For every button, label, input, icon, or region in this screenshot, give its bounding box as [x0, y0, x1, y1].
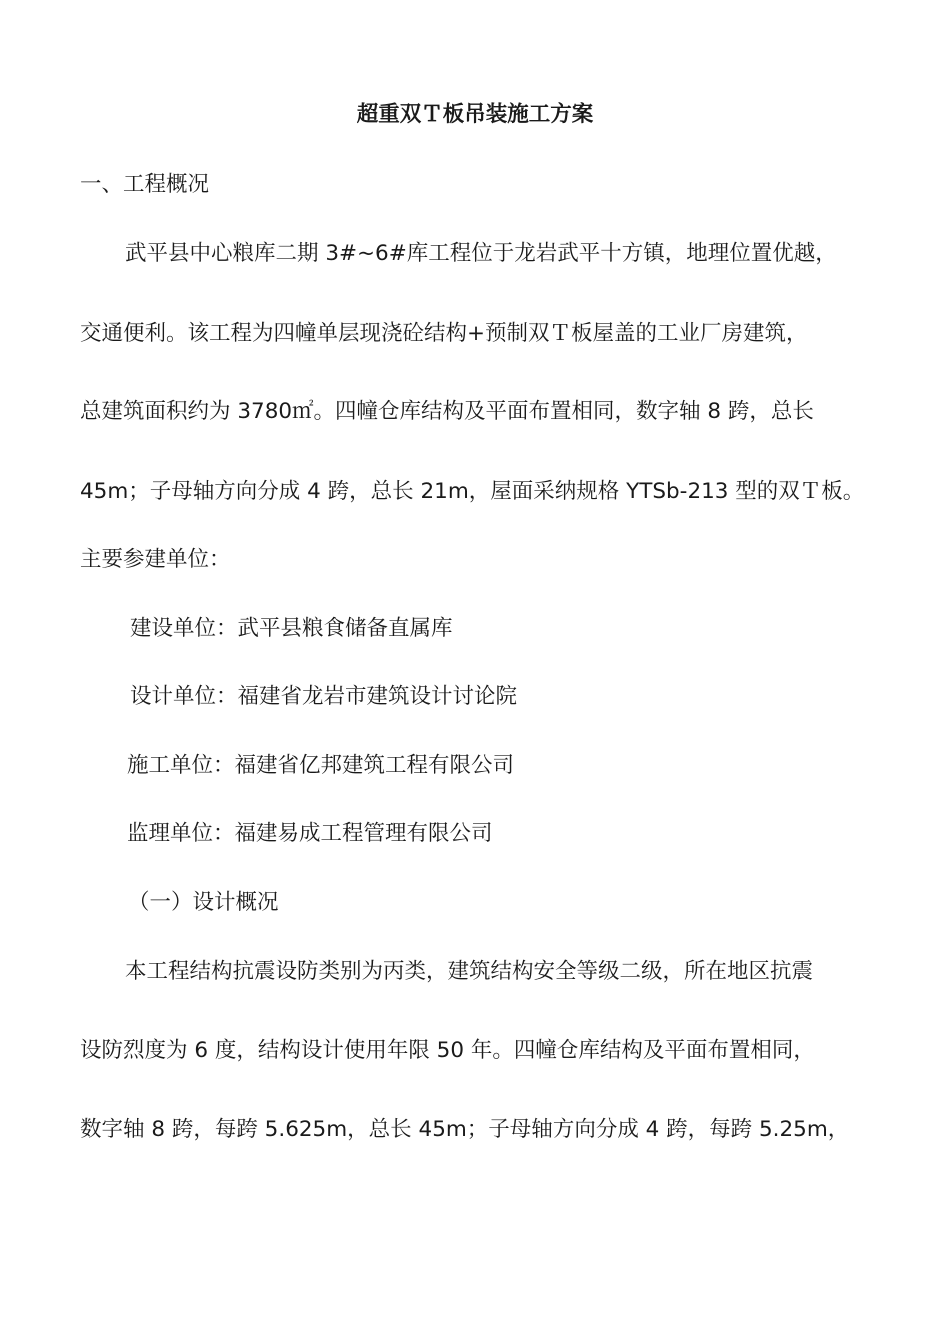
paragraph-line: 45m；子母轴方向分成 4 跨，总长 21m，屋面采纳规格 YTSb-213 型的双Ｔ板。 [80, 479, 865, 504]
participant-construction-unit: 建设单位：武平县粮食储备直属库 [130, 616, 453, 641]
participant-supervision-unit: 监理单位：福建易成工程管理有限公司 [127, 821, 493, 846]
paragraph-line: 设防烈度为 6 度，结构设计使用年限 50 年。四幢仓库结构及平面布置相同， [80, 1038, 815, 1063]
subsection-heading: （一）设计概况 [128, 890, 279, 915]
participant-builder-unit: 施工单位：福建省亿邦建筑工程有限公司 [127, 753, 515, 778]
participants-heading: 主要参建单位： [80, 547, 231, 572]
paragraph-line: 本工程结构抗震设防类别为丙类，建筑结构安全等级二级，所在地区抗震 [125, 959, 814, 984]
participant-design-unit: 设计单位：福建省龙岩市建筑设计讨论院 [130, 684, 518, 709]
paragraph-line: 交通便利。该工程为四幢单层现浇砼结构+预制双Ｔ板屋盖的工业厂房建筑， [80, 321, 808, 346]
document-title: 超重双Ｔ板吊装施工方案 [356, 102, 594, 127]
paragraph-line: 数字轴 8 跨，每跨 5.625m，总长 45m；子母轴方向分成 4 跨，每跨 5.25m， [80, 1117, 850, 1142]
paragraph-line: 总建筑面积约为 3780㎡。四幢仓库结构及平面布置相同，数字轴 8 跨，总长 [80, 399, 814, 424]
paragraph-line: 武平县中心粮库二期 3#~6#库工程位于龙岩武平十方镇，地理位置优越， [125, 241, 837, 266]
section-heading: 一、工程概况 [80, 172, 210, 197]
